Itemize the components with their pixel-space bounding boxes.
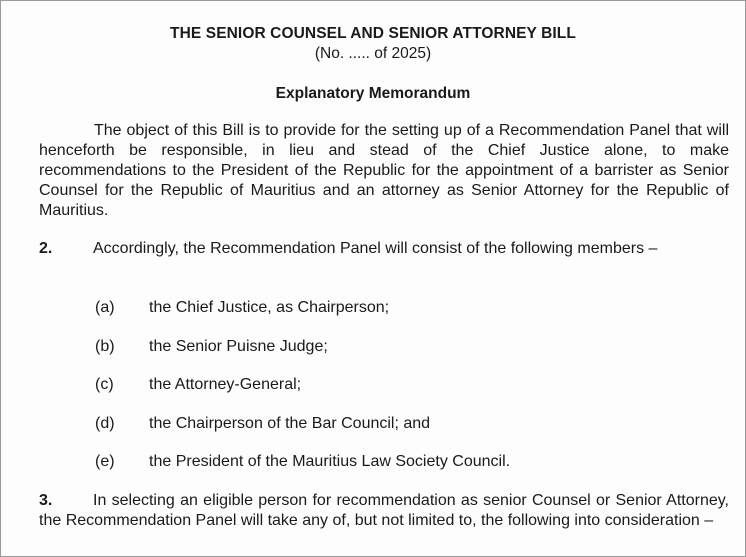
paragraph-1: The object of this Bill is to provide for the setting up of a Recommendation Panel that will henceforth be responsible, in lieu and stead of the Chief Justice alone, to make recommendations to the President of the Republic for the appointment of a barrister as Senior Counsel for the Republic of Mauritius and an attorney as Senior Attorney for the Republic of Mauritius. — [39, 122, 729, 219]
member-item-d — [95, 414, 430, 434]
paragraph-3 — [39, 491, 729, 531]
item-text: the Attorney-General; — [149, 376, 302, 393]
paragraph-2 — [39, 239, 729, 259]
item-label: (c) — [95, 376, 114, 393]
item-text: the President of the Mauritius Law Society Council. — [149, 453, 511, 470]
item-text: the Chairperson of the Bar Council; and — [149, 415, 431, 432]
item-label: (a) — [95, 299, 115, 316]
item-label: (b) — [95, 338, 115, 355]
member-item-b — [95, 337, 328, 357]
item-text: the Chief Justice, as Chairperson; — [149, 299, 390, 316]
paragraph-text: Accordingly, the Recommendation Panel will consist of the following members – — [93, 240, 658, 257]
member-item-c — [95, 375, 301, 395]
item-label: (d) — [95, 415, 115, 432]
item-label: (e) — [95, 453, 115, 470]
member-item-e — [95, 452, 510, 472]
member-item-a — [95, 298, 389, 318]
item-text: the Senior Puisne Judge; — [149, 338, 328, 355]
paragraph-number: 2. — [39, 240, 53, 257]
paragraph-text: In selecting an eligible person for recommendation as senior Counsel or Senior Attorney, the Recommendation Panel will take any of, but not limited to, the following into consideration – — [39, 492, 729, 529]
bill-title: THE SENIOR COUNSEL AND SENIOR ATTORNEY BILL — [170, 25, 576, 42]
bill-number: (No. ..... of 2025) — [314, 45, 432, 62]
memorandum-heading: Explanatory Memorandum — [275, 85, 471, 102]
paragraph-number: 3. — [39, 492, 53, 509]
